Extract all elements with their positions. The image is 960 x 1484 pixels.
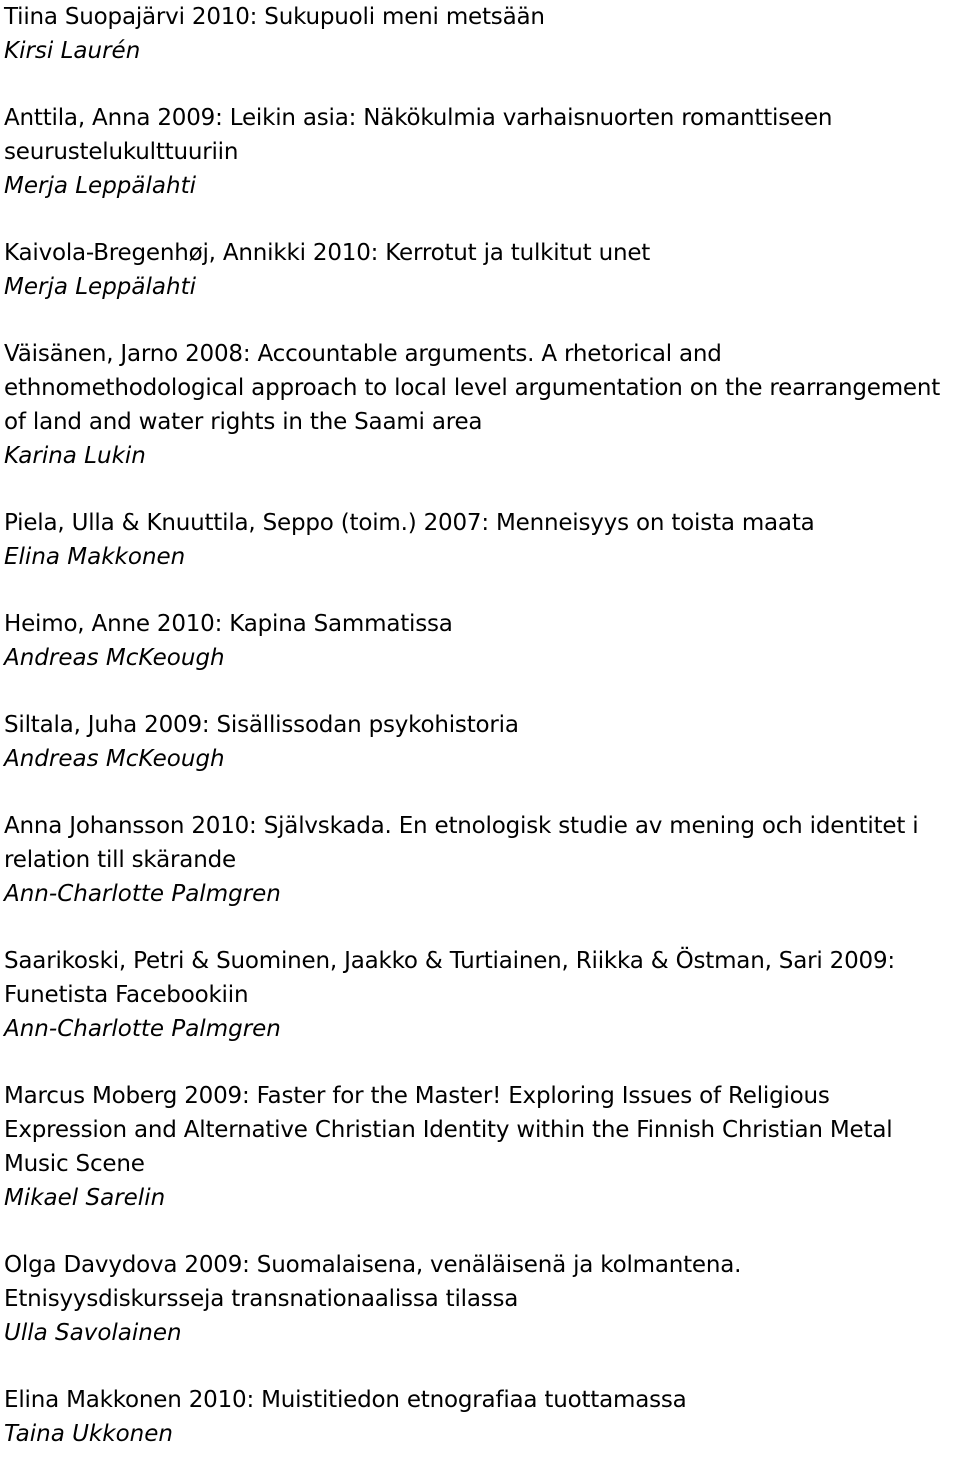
review-entry <box>4 944 956 1046</box>
book-title: Tiina Suopajärvi 2010: Sukupuoli meni metsään <box>4 4 545 30</box>
review-entry <box>4 236 956 304</box>
book-title: Marcus Moberg 2009: Faster for the Master! Exploring Issues of Religious Expression and Alternative Christian Identity within the Finnish Christian Metal Music Scene <box>4 1083 893 1177</box>
book-title: Saarikoski, Petri & Suominen, Jaakko & Turtiainen, Riikka & Östman, Sari 2009: Funetista Facebookiin <box>4 948 895 1008</box>
book-title: Väisänen, Jarno 2008: Accountable arguments. A rhetorical and ethnomethodological approach to local level argumentation on the rearrangement of land and water rights in the Saami area <box>4 341 941 435</box>
book-title: Anttila, Anna 2009: Leikin asia: Näkökulmia varhaisnuorten romanttiseen seurustelukulttuuriin <box>4 105 833 165</box>
book-title: Piela, Ulla & Knuuttila, Seppo (toim.) 2007: Menneisyys on toista maata <box>4 510 815 536</box>
reviewer-name: Ulla Savolainen <box>4 1320 182 1346</box>
book-title: Kaivola-Bregenhøj, Annikki 2010: Kerrotut ja tulkitut unet <box>4 240 651 266</box>
book-title: Heimo, Anne 2010: Kapina Sammatissa <box>4 611 453 637</box>
reviewer-name: Ann-Charlotte Palmgren <box>4 881 281 907</box>
book-title: Siltala, Juha 2009: Sisällissodan psykohistoria <box>4 712 519 738</box>
book-title: Olga Davydova 2009: Suomalaisena, venäläisenä ja kolmantena. Etnisyysdiskursseja transnationaalissa tilassa <box>4 1252 742 1312</box>
reviewer-name: Andreas McKeough <box>4 645 225 671</box>
reviewer-name: Merja Leppälahti <box>4 173 196 199</box>
reviewer-name: Elina Makkonen <box>4 544 186 570</box>
reviewer-name: Andreas McKeough <box>4 746 225 772</box>
review-entry <box>4 0 956 68</box>
review-entry <box>4 101 956 203</box>
review-entry <box>4 1248 956 1350</box>
book-title: Anna Johansson 2010: Självskada. En etnologisk studie av mening och identitet i relation till skärande <box>4 813 919 873</box>
review-entry <box>4 708 956 776</box>
review-list <box>4 0 956 1484</box>
review-entry <box>4 607 956 675</box>
reviewer-name: Merja Leppälahti <box>4 274 196 300</box>
reviewer-name: Ann-Charlotte Palmgren <box>4 1016 281 1042</box>
review-entry <box>4 1383 956 1451</box>
review-entry <box>4 1079 956 1215</box>
review-entry <box>4 337 956 473</box>
review-entry <box>4 809 956 911</box>
book-title: Elina Makkonen 2010: Muistitiedon etnografiaa tuottamassa <box>4 1387 687 1413</box>
reviewer-name: Mikael Sarelin <box>4 1185 166 1211</box>
reviewer-name: Taina Ukkonen <box>4 1421 173 1447</box>
reviewer-name: Kirsi Laurén <box>4 38 141 64</box>
reviewer-name: Karina Lukin <box>4 443 146 469</box>
review-entry <box>4 506 956 574</box>
